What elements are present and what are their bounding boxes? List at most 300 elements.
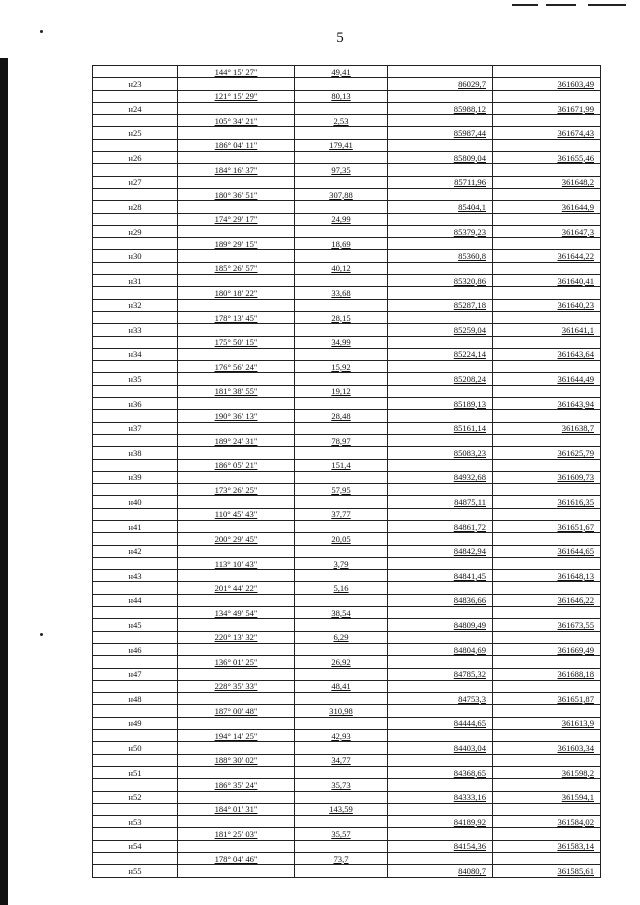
y-coordinate-cell: 361641,1 [493, 324, 601, 336]
segment-row [93, 754, 601, 766]
empty-cell [93, 754, 178, 766]
segment-row [93, 164, 601, 176]
direction-angle-cell: 174° 29' 17" [178, 213, 295, 225]
y-coordinate-cell: 361583,14 [493, 840, 601, 852]
empty-cell [295, 127, 388, 139]
empty-cell [295, 570, 388, 582]
segment-length-cell: 2,53 [295, 115, 388, 127]
empty-cell [93, 336, 178, 348]
point-row [93, 766, 601, 778]
empty-cell [493, 336, 601, 348]
corner-mark [512, 4, 538, 6]
segment-length-cell: 34,77 [295, 754, 388, 766]
direction-angle-cell: 178° 13' 45" [178, 311, 295, 323]
empty-cell [295, 840, 388, 852]
segment-row [93, 730, 601, 742]
y-coordinate-cell: 361585,61 [493, 865, 601, 877]
x-coordinate-cell: 84189,92 [388, 816, 493, 828]
empty-cell [493, 705, 601, 717]
direction-angle-cell: 186° 04' 11" [178, 139, 295, 151]
segment-row [93, 262, 601, 274]
empty-cell [493, 385, 601, 397]
segment-row [93, 311, 601, 323]
segment-row [93, 139, 601, 151]
point-id-cell: н49 [93, 717, 178, 729]
point-row [93, 520, 601, 532]
empty-cell [295, 668, 388, 680]
empty-cell [178, 791, 295, 803]
empty-cell [295, 324, 388, 336]
empty-cell [493, 287, 601, 299]
segment-row [93, 779, 601, 791]
point-id-cell: н45 [93, 619, 178, 631]
empty-cell [178, 176, 295, 188]
direction-angle-cell: 113° 10' 43" [178, 557, 295, 569]
empty-cell [493, 779, 601, 791]
segment-length-cell: 3,79 [295, 557, 388, 569]
empty-cell [178, 545, 295, 557]
direction-angle-cell: 189° 24' 31" [178, 434, 295, 446]
x-coordinate-cell: 85404,1 [388, 201, 493, 213]
point-row [93, 717, 601, 729]
segment-row [93, 631, 601, 643]
empty-cell [295, 275, 388, 287]
empty-cell [493, 90, 601, 102]
segment-row [93, 533, 601, 545]
empty-cell [493, 680, 601, 692]
empty-cell [295, 865, 388, 877]
direction-angle-cell: 185° 26' 57" [178, 262, 295, 274]
point-id-cell: н39 [93, 471, 178, 483]
empty-cell [178, 471, 295, 483]
point-row [93, 447, 601, 459]
empty-cell [178, 102, 295, 114]
empty-cell [295, 594, 388, 606]
segment-row [93, 238, 601, 250]
empty-cell [93, 287, 178, 299]
direction-angle-cell: 178° 04' 46" [178, 853, 295, 865]
empty-cell [93, 90, 178, 102]
empty-cell [178, 570, 295, 582]
empty-cell [493, 164, 601, 176]
x-coordinate-cell: 84875,11 [388, 496, 493, 508]
segment-length-cell: 24,99 [295, 213, 388, 225]
y-coordinate-cell: 361598,2 [493, 766, 601, 778]
point-row [93, 840, 601, 852]
empty-cell [178, 299, 295, 311]
point-id-cell: н32 [93, 299, 178, 311]
x-coordinate-cell: 84804,69 [388, 643, 493, 655]
segment-row [93, 557, 601, 569]
empty-cell [493, 262, 601, 274]
point-id-cell: н44 [93, 594, 178, 606]
empty-cell [295, 152, 388, 164]
scan-speck [40, 633, 43, 636]
point-id-cell: н23 [93, 78, 178, 90]
point-id-cell: н40 [93, 496, 178, 508]
empty-cell [388, 853, 493, 865]
point-row [93, 225, 601, 237]
segment-row [93, 336, 601, 348]
point-row [93, 78, 601, 90]
empty-cell [93, 705, 178, 717]
empty-cell [178, 422, 295, 434]
empty-cell [178, 127, 295, 139]
empty-cell [388, 139, 493, 151]
empty-cell [178, 840, 295, 852]
empty-cell [178, 275, 295, 287]
y-coordinate-cell: 361673,55 [493, 619, 601, 631]
empty-cell [93, 656, 178, 668]
binding-edge [0, 58, 8, 905]
x-coordinate-cell: 85711,96 [388, 176, 493, 188]
segment-row [93, 385, 601, 397]
point-id-cell: н37 [93, 422, 178, 434]
segment-length-cell: 37,77 [295, 508, 388, 520]
direction-angle-cell: 190° 36' 13" [178, 410, 295, 422]
empty-cell [93, 730, 178, 742]
y-coordinate-cell: 361643,94 [493, 398, 601, 410]
point-row [93, 742, 601, 754]
empty-cell [493, 213, 601, 225]
x-coordinate-cell: 84836,66 [388, 594, 493, 606]
y-coordinate-cell: 361644,65 [493, 545, 601, 557]
segment-row [93, 410, 601, 422]
empty-cell [93, 803, 178, 815]
direction-angle-cell: 200° 29' 45" [178, 533, 295, 545]
empty-cell [388, 582, 493, 594]
empty-cell [93, 459, 178, 471]
empty-cell [295, 201, 388, 213]
direction-angle-cell: 181° 25' 03" [178, 828, 295, 840]
empty-cell [388, 287, 493, 299]
point-row [93, 570, 601, 582]
empty-cell [93, 361, 178, 373]
empty-cell [388, 730, 493, 742]
direction-angle-cell: 186° 35' 24" [178, 779, 295, 791]
empty-cell [295, 102, 388, 114]
empty-cell [493, 582, 601, 594]
empty-cell [388, 410, 493, 422]
point-row [93, 693, 601, 705]
segment-row [93, 361, 601, 373]
empty-cell [388, 361, 493, 373]
empty-cell [178, 373, 295, 385]
point-row [93, 127, 601, 139]
empty-cell [93, 164, 178, 176]
empty-cell [493, 66, 601, 78]
empty-cell [178, 398, 295, 410]
empty-cell [388, 434, 493, 446]
empty-cell [178, 447, 295, 459]
empty-cell [388, 533, 493, 545]
point-id-cell: н25 [93, 127, 178, 139]
empty-cell [388, 459, 493, 471]
point-row [93, 643, 601, 655]
empty-cell [295, 643, 388, 655]
empty-cell [388, 631, 493, 643]
point-row [93, 152, 601, 164]
point-id-cell: н46 [93, 643, 178, 655]
direction-angle-cell: 184° 16' 37" [178, 164, 295, 176]
direction-angle-cell: 144° 15' 27" [178, 66, 295, 78]
direction-angle-cell: 121° 15' 29" [178, 90, 295, 102]
segment-length-cell: 310,98 [295, 705, 388, 717]
empty-cell [178, 693, 295, 705]
point-id-cell: н52 [93, 791, 178, 803]
segment-row [93, 803, 601, 815]
empty-cell [388, 557, 493, 569]
direction-angle-cell: 136° 01' 25" [178, 656, 295, 668]
y-coordinate-cell: 361655,46 [493, 152, 601, 164]
point-row [93, 102, 601, 114]
segment-row [93, 66, 601, 78]
segment-row [93, 508, 601, 520]
empty-cell [493, 410, 601, 422]
y-coordinate-cell: 361609,73 [493, 471, 601, 483]
empty-cell [388, 680, 493, 692]
point-id-cell: н31 [93, 275, 178, 287]
point-id-cell: н41 [93, 520, 178, 532]
point-row [93, 398, 601, 410]
empty-cell [493, 508, 601, 520]
empty-cell [178, 348, 295, 360]
empty-cell [93, 188, 178, 200]
x-coordinate-cell: 85161,14 [388, 422, 493, 434]
segment-length-cell: 97,35 [295, 164, 388, 176]
empty-cell [178, 520, 295, 532]
segment-length-cell: 5,16 [295, 582, 388, 594]
direction-angle-cell: 110° 45' 43" [178, 508, 295, 520]
empty-cell [295, 496, 388, 508]
point-row [93, 299, 601, 311]
segment-row [93, 828, 601, 840]
point-id-cell: н43 [93, 570, 178, 582]
empty-cell [493, 311, 601, 323]
point-row [93, 275, 601, 287]
empty-cell [295, 766, 388, 778]
x-coordinate-cell: 84841,45 [388, 570, 493, 582]
point-id-cell: н42 [93, 545, 178, 557]
empty-cell [388, 336, 493, 348]
point-id-cell: н54 [93, 840, 178, 852]
point-row [93, 619, 601, 631]
segment-length-cell: 20,05 [295, 533, 388, 545]
y-coordinate-cell: 361674,43 [493, 127, 601, 139]
segment-row [93, 484, 601, 496]
segment-length-cell: 35,73 [295, 779, 388, 791]
segment-row [93, 705, 601, 717]
point-row [93, 176, 601, 188]
y-coordinate-cell: 361644,22 [493, 250, 601, 262]
empty-cell [93, 631, 178, 643]
direction-angle-cell: 105° 34' 21" [178, 115, 295, 127]
point-id-cell: н27 [93, 176, 178, 188]
empty-cell [493, 139, 601, 151]
x-coordinate-cell: 85208,24 [388, 373, 493, 385]
empty-cell [493, 853, 601, 865]
empty-cell [93, 262, 178, 274]
empty-cell [388, 656, 493, 668]
empty-cell [388, 90, 493, 102]
point-row [93, 250, 601, 262]
empty-cell [493, 607, 601, 619]
empty-cell [93, 434, 178, 446]
coordinates-table-body [93, 66, 601, 878]
y-coordinate-cell: 361594,1 [493, 791, 601, 803]
empty-cell [93, 66, 178, 78]
point-id-cell: н51 [93, 766, 178, 778]
direction-angle-cell: 176° 56' 24" [178, 361, 295, 373]
point-id-cell: н24 [93, 102, 178, 114]
empty-cell [388, 508, 493, 520]
x-coordinate-cell: 85360,8 [388, 250, 493, 262]
empty-cell [493, 238, 601, 250]
segment-length-cell: 80,13 [295, 90, 388, 102]
empty-cell [178, 250, 295, 262]
point-id-cell: н38 [93, 447, 178, 459]
empty-cell [295, 791, 388, 803]
empty-cell [178, 225, 295, 237]
direction-angle-cell: 188° 30' 02" [178, 754, 295, 766]
empty-cell [295, 717, 388, 729]
x-coordinate-cell: 85988,12 [388, 102, 493, 114]
segment-length-cell: 307,88 [295, 188, 388, 200]
direction-angle-cell: 189° 29' 15" [178, 238, 295, 250]
segment-length-cell: 19,12 [295, 385, 388, 397]
y-coordinate-cell: 361616,35 [493, 496, 601, 508]
y-coordinate-cell: 361669,49 [493, 643, 601, 655]
y-coordinate-cell: 361644,49 [493, 373, 601, 385]
empty-cell [493, 557, 601, 569]
empty-cell [493, 533, 601, 545]
direction-angle-cell: 180° 18' 22" [178, 287, 295, 299]
empty-cell [388, 828, 493, 840]
segment-row [93, 434, 601, 446]
empty-cell [295, 398, 388, 410]
empty-cell [295, 742, 388, 754]
empty-cell [93, 139, 178, 151]
empty-cell [93, 533, 178, 545]
segment-length-cell: 18,69 [295, 238, 388, 250]
empty-cell [93, 779, 178, 791]
empty-cell [93, 115, 178, 127]
y-coordinate-cell: 361644,9 [493, 201, 601, 213]
segment-row [93, 853, 601, 865]
empty-cell [388, 262, 493, 274]
empty-cell [388, 311, 493, 323]
segment-length-cell: 26,92 [295, 656, 388, 668]
empty-cell [93, 853, 178, 865]
empty-cell [178, 766, 295, 778]
y-coordinate-cell: 361603,49 [493, 78, 601, 90]
empty-cell [93, 484, 178, 496]
empty-cell [295, 422, 388, 434]
empty-cell [493, 730, 601, 742]
x-coordinate-cell: 84403,04 [388, 742, 493, 754]
empty-cell [295, 299, 388, 311]
empty-cell [493, 631, 601, 643]
empty-cell [178, 78, 295, 90]
empty-cell [93, 828, 178, 840]
empty-cell [295, 816, 388, 828]
segment-length-cell: 78,97 [295, 434, 388, 446]
empty-cell [493, 188, 601, 200]
y-coordinate-cell: 361651,87 [493, 693, 601, 705]
y-coordinate-cell: 361648,13 [493, 570, 601, 582]
segment-row [93, 90, 601, 102]
x-coordinate-cell: 84785,32 [388, 668, 493, 680]
empty-cell [93, 385, 178, 397]
y-coordinate-cell: 361584,02 [493, 816, 601, 828]
empty-cell [178, 594, 295, 606]
point-row [93, 373, 601, 385]
segment-length-cell: 42,93 [295, 730, 388, 742]
direction-angle-cell: 228° 35' 33" [178, 680, 295, 692]
x-coordinate-cell: 84080,7 [388, 865, 493, 877]
segment-row [93, 582, 601, 594]
corner-mark [588, 4, 626, 6]
x-coordinate-cell: 85083,23 [388, 447, 493, 459]
point-row [93, 422, 601, 434]
empty-cell [93, 557, 178, 569]
empty-cell [93, 213, 178, 225]
x-coordinate-cell: 84842,94 [388, 545, 493, 557]
empty-cell [93, 311, 178, 323]
empty-cell [388, 66, 493, 78]
point-row [93, 668, 601, 680]
empty-cell [295, 348, 388, 360]
empty-cell [295, 471, 388, 483]
empty-cell [493, 828, 601, 840]
y-coordinate-cell: 361646,22 [493, 594, 601, 606]
x-coordinate-cell: 84333,16 [388, 791, 493, 803]
point-row [93, 496, 601, 508]
empty-cell [295, 250, 388, 262]
segment-row [93, 680, 601, 692]
direction-angle-cell: 220° 13' 32" [178, 631, 295, 643]
segment-length-cell: 40,12 [295, 262, 388, 274]
empty-cell [93, 607, 178, 619]
empty-cell [388, 238, 493, 250]
segment-row [93, 607, 601, 619]
point-row [93, 324, 601, 336]
empty-cell [295, 693, 388, 705]
y-coordinate-cell: 361651,67 [493, 520, 601, 532]
direction-angle-cell: 173° 26' 25" [178, 484, 295, 496]
y-coordinate-cell: 361603,34 [493, 742, 601, 754]
point-id-cell: н50 [93, 742, 178, 754]
segment-row [93, 656, 601, 668]
direction-angle-cell: 181° 38' 55" [178, 385, 295, 397]
y-coordinate-cell: 361613,9 [493, 717, 601, 729]
x-coordinate-cell: 84809,49 [388, 619, 493, 631]
segment-row [93, 115, 601, 127]
segment-length-cell: 34,99 [295, 336, 388, 348]
empty-cell [178, 816, 295, 828]
segment-length-cell: 57,95 [295, 484, 388, 496]
segment-length-cell: 28,48 [295, 410, 388, 422]
empty-cell [295, 520, 388, 532]
x-coordinate-cell: 84444,65 [388, 717, 493, 729]
x-coordinate-cell: 86029,7 [388, 78, 493, 90]
empty-cell [178, 201, 295, 213]
point-id-cell: н47 [93, 668, 178, 680]
segment-length-cell: 179,41 [295, 139, 388, 151]
point-id-cell: н53 [93, 816, 178, 828]
direction-angle-cell: 175° 50' 15" [178, 336, 295, 348]
empty-cell [178, 865, 295, 877]
